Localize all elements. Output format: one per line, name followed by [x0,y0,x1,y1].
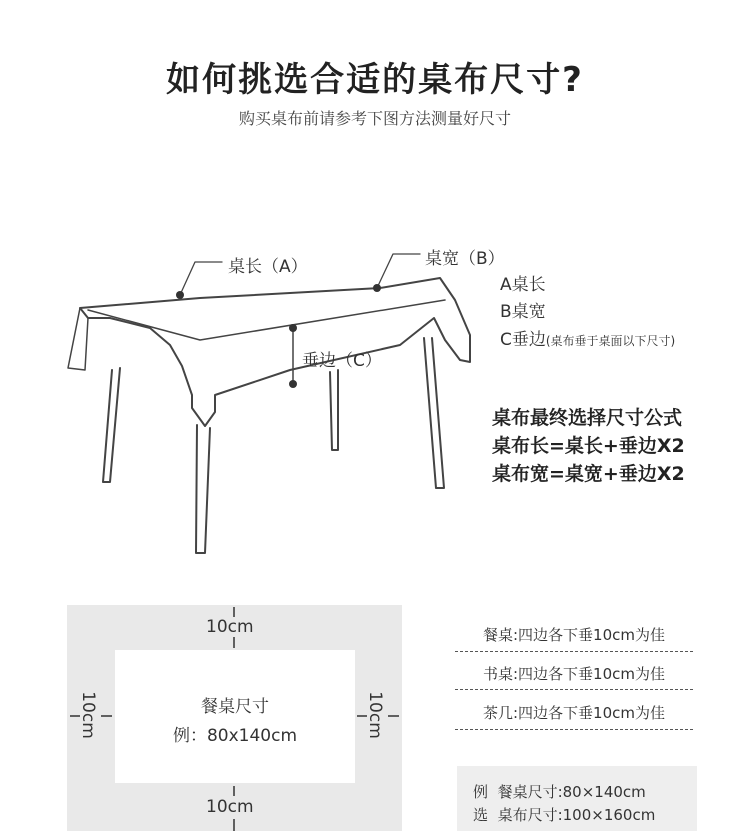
measure-left: 10cm [77,691,98,739]
measure-right: 10cm [364,691,385,739]
divider-3 [455,729,693,730]
legend-b: B桌宽 [500,302,546,322]
diagram-center-title: 餐桌尺寸 [201,697,269,717]
legend-c-note: (桌布垂于桌面以下尺寸) [545,334,676,348]
example-text-2: 桌布尺寸:100×160cm [497,806,656,824]
example-prefix-1: 例 [473,783,489,801]
recommend-desk: 书桌:四边各下垂10cm为佳 [482,665,665,683]
recommend-coffee-table: 茶几:四边各下垂10cm为佳 [482,704,665,722]
formula-title: 桌布最终选择尺寸公式 [492,407,683,429]
page-title: 如何挑选合适的桌布尺寸? [166,60,584,100]
divider-2 [455,689,693,690]
formula-width: 桌布宽=桌宽+垂边X2 [492,463,685,485]
diagram-center-example: 例：80x140cm [172,726,298,746]
label-table-width: 桌宽（B） [425,249,505,269]
legend-a: A桌长 [500,275,546,295]
divider-1 [455,651,693,652]
example-prefix-2: 选 [473,806,489,824]
measure-bottom: 10cm [206,797,254,817]
label-drop: 垂边（C） [302,351,382,371]
label-table-length: 桌长（A） [228,257,308,277]
measure-top: 10cm [206,617,254,637]
recommend-dining: 餐桌:四边各下垂10cm为佳 [482,626,665,644]
legend-c-label: C垂边 [500,330,546,350]
example-line-1 [473,781,646,802]
formula-length: 桌布长=桌长+垂边X2 [492,435,685,457]
example-text-1: 餐桌尺寸:80×140cm [497,783,646,801]
example-line-2 [473,804,655,825]
page-subtitle: 购买桌布前请参考下图方法测量好尺寸 [238,109,511,128]
